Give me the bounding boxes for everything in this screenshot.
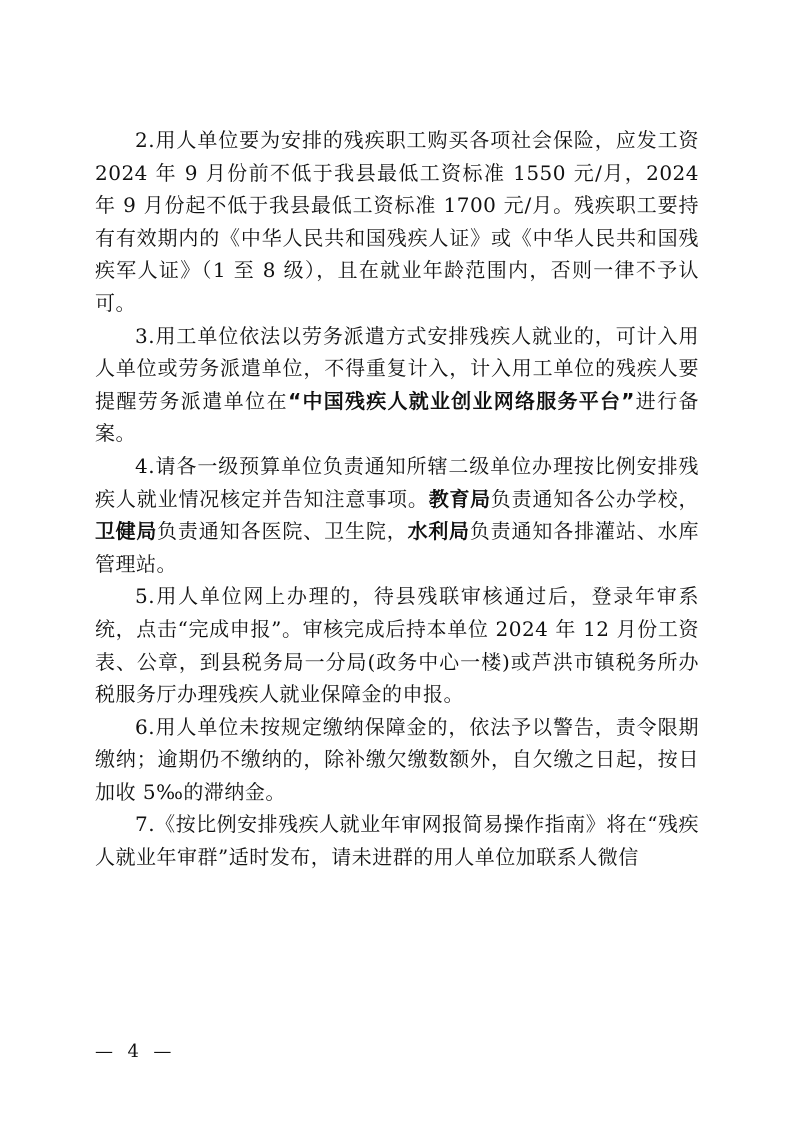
paragraph-4-text: 4.请各一级预算单位负责通知所辖二级单位办理按比例安排残疾人就业情况核定并告知注意事项。	[95, 453, 699, 511]
health-bureau-bold: 卫健局	[95, 519, 158, 544]
paragraph-5	[95, 580, 699, 710]
education-bureau-bold: 教育局	[428, 486, 491, 511]
paragraph-3	[95, 320, 699, 450]
platform-name-bold: “中国残疾人就业创业网络服务平台”	[288, 388, 635, 413]
paragraph-4-text-2: 负责通知各公办学校，	[490, 486, 700, 511]
paragraph-3-text: 3.用工单位依法以劳务派遣方式安排残疾人就业的，可计入用人单位或劳务派遣单位，不得重复计入，计入用工单位的残疾人要提醒劳务派遣单位在	[95, 323, 699, 413]
paragraph-2	[95, 124, 699, 320]
paragraph-2-text: 2.用人单位要为安排的残疾职工购买各项社会保险，应发工资 2024 年 9 月份前不低于我县最低工资标准 1550 元/月，2024 年 9 月份起不低于我县最低工资标准 1700 元/月。残疾职工要持有有效期内的《中华人民共和国残疾人证》或《中华人民共和国残疾军人证》（1 至 8 级），且在就业年龄范围内，否则一律不予认可。	[95, 128, 699, 315]
paragraph-6	[95, 711, 699, 809]
paragraph-6-text: 6.用人单位未按规定缴纳保障金的，依法予以警告，责令限期缴纳；逾期仍不缴纳的，除补缴欠缴数额外，自欠缴之日起，按日加收 5‰的滞纳金。	[95, 714, 699, 804]
paragraph-5-text: 5.用人单位网上办理的，待县残联审核通过后，登录年审系统，点击“完成申报”。审核完成后持本单位 2024 年 12 月份工资表、公章，到县税务局一分局(政务中心一楼)或芦洪市镇税务所办税服务厅办理残疾人就业保障金的申报。	[95, 584, 699, 707]
paragraph-4	[95, 450, 699, 580]
paragraph-4-text-3: 负责通知各医院、卫生院，	[157, 519, 408, 544]
paragraph-7-text: 7.《按比例安排残疾人就业年审网报简易操作指南》将在“残疾人就业年审群”适时发布，请未进群的用人单位加联系人微信	[95, 812, 699, 870]
water-bureau-bold: 水利局	[407, 519, 470, 544]
document-body	[95, 124, 699, 874]
page-number: — 4 —	[95, 1041, 173, 1062]
paragraph-7	[95, 808, 699, 873]
paragraph-3-tail: 进行备案。	[95, 388, 700, 446]
paragraph-4-text-4: 负责通知各排灌站、水库管理站。	[95, 519, 700, 576]
